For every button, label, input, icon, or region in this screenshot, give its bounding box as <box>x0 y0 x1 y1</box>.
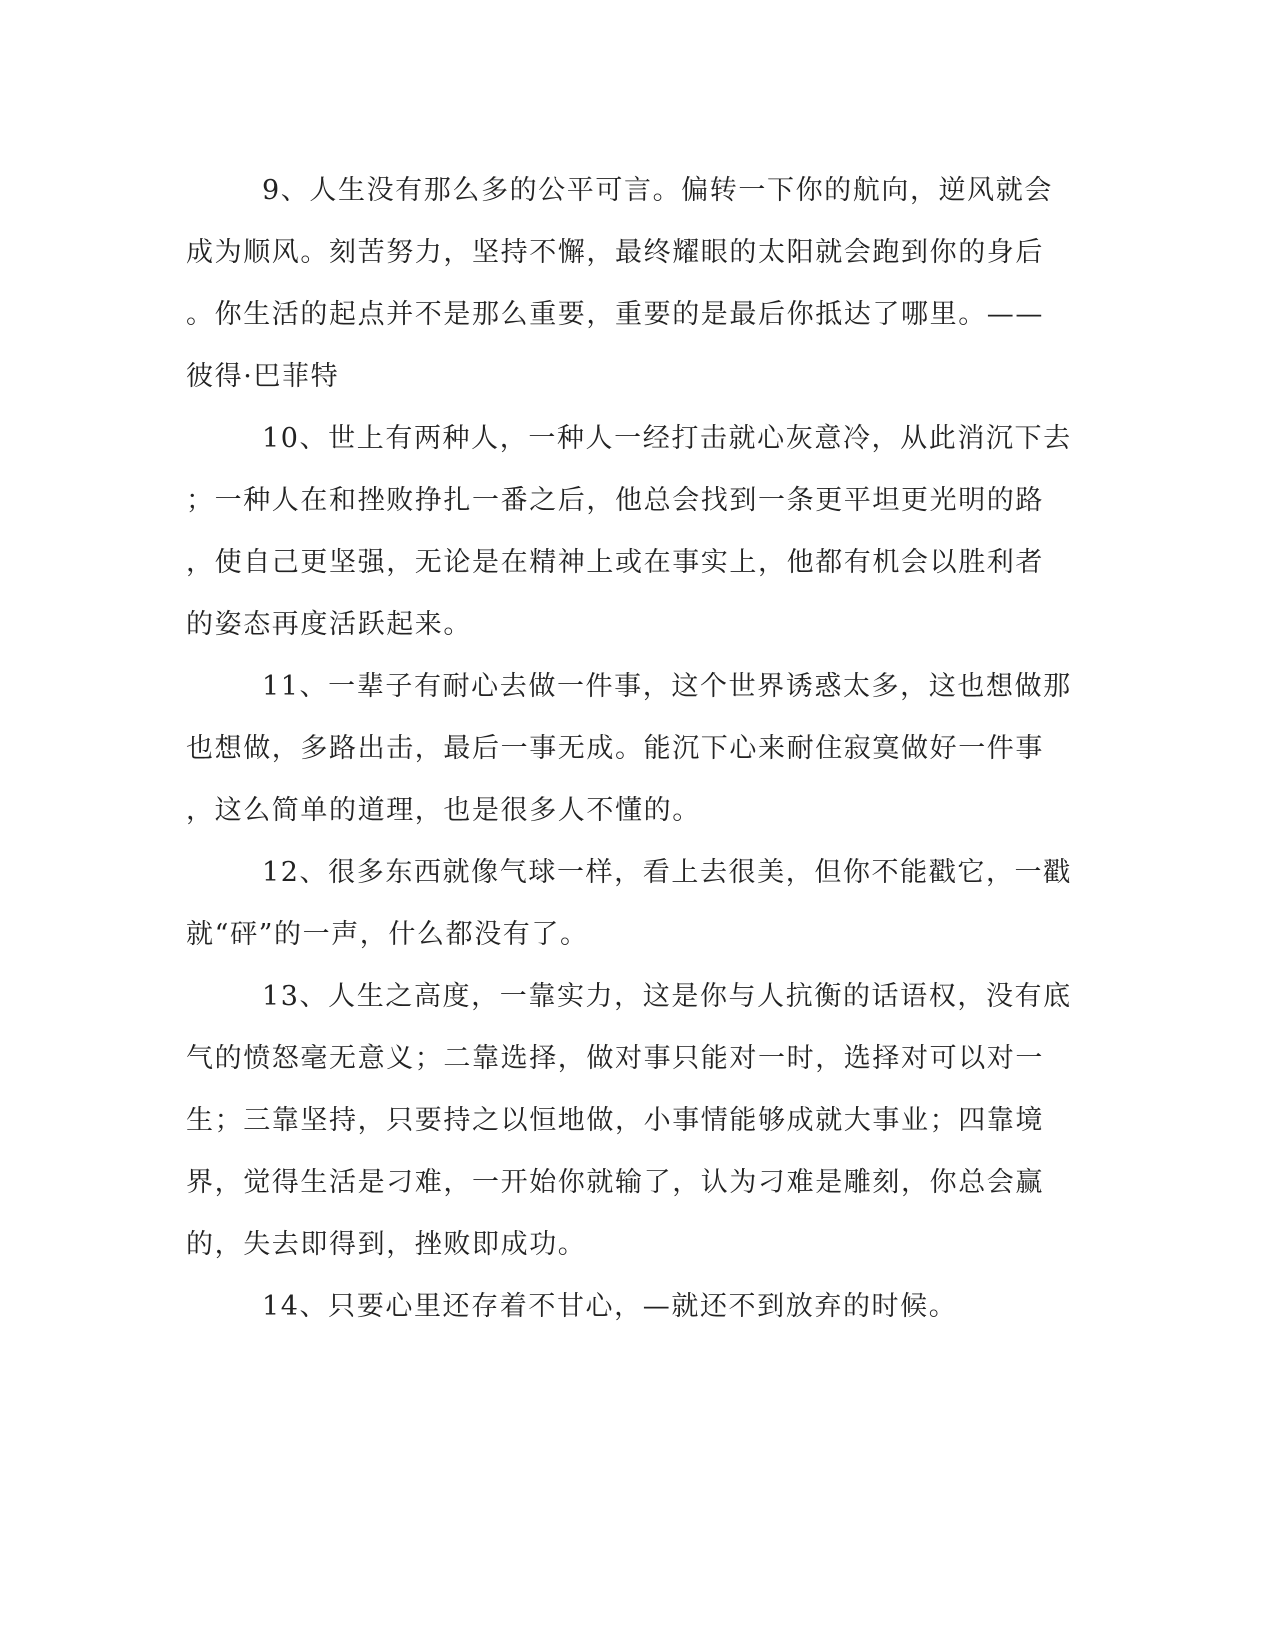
paragraph-line: 。你生活的起点并不是那么重要，重要的是最后你抵达了哪里。—— <box>186 299 1044 330</box>
paragraph-line: 界，觉得生活是刁难，一开始你就输了，认为刁难是雕刻，你总会赢 <box>186 1167 1044 1198</box>
paragraph-line: 12、很多东西就像气球一样，看上去很美，但你不能戳它，一戳 <box>262 857 1072 888</box>
paragraph-line: 11、一辈子有耐心去做一件事，这个世界诱惑太多，这也想做那 <box>262 671 1072 702</box>
document-body <box>186 160 1072 1338</box>
paragraph-line: 也想做，多路出击，最后一事无成。能沉下心来耐住寂寞做好一件事 <box>186 733 1044 764</box>
paragraph-10 <box>186 408 1072 656</box>
paragraph-line: ，使自己更坚强，无论是在精神上或在事实上，他都有机会以胜利者 <box>186 547 1044 578</box>
paragraph-11 <box>186 656 1072 842</box>
paragraph-line: ，这么简单的道理，也是很多人不懂的。 <box>186 795 701 826</box>
paragraph-line: 彼得·巴菲特 <box>186 361 340 392</box>
paragraph-line: 生；三靠坚持，只要持之以恒地做，小事情能够成就大事业；四靠境 <box>186 1105 1044 1136</box>
paragraph-line: 9、人生没有那么多的公平可言。偏转一下你的航向，逆风就会 <box>262 175 1053 206</box>
paragraph-line: 14、只要心里还存着不甘心，—就还不到放弃的时候。 <box>262 1291 958 1322</box>
paragraph-12 <box>186 842 1072 966</box>
paragraph-line: 就“砰”的一声，什么都没有了。 <box>186 919 589 950</box>
paragraph-line: 的，失去即得到，挫败即成功。 <box>186 1229 587 1260</box>
paragraph-line: 10、世上有两种人，一种人一经打击就心灰意冷，从此消沉下去 <box>262 423 1072 454</box>
paragraph-13 <box>186 966 1072 1276</box>
paragraph-9 <box>186 160 1066 408</box>
paragraph-line: 成为顺风。刻苦努力，坚持不懈，最终耀眼的太阳就会跑到你的身后 <box>186 237 1044 268</box>
paragraph-line: 13、人生之高度，一靠实力，这是你与人抗衡的话语权，没有底 <box>262 981 1072 1012</box>
paragraph-14 <box>186 1276 1066 1338</box>
paragraph-line: 气的愤怒毫无意义；二靠选择，做对事只能对一时，选择对可以对一 <box>186 1043 1044 1074</box>
paragraph-line: 的姿态再度活跃起来。 <box>186 609 472 640</box>
paragraph-line: ；一种人在和挫败挣扎一番之后，他总会找到一条更平坦更光明的路 <box>186 485 1044 516</box>
